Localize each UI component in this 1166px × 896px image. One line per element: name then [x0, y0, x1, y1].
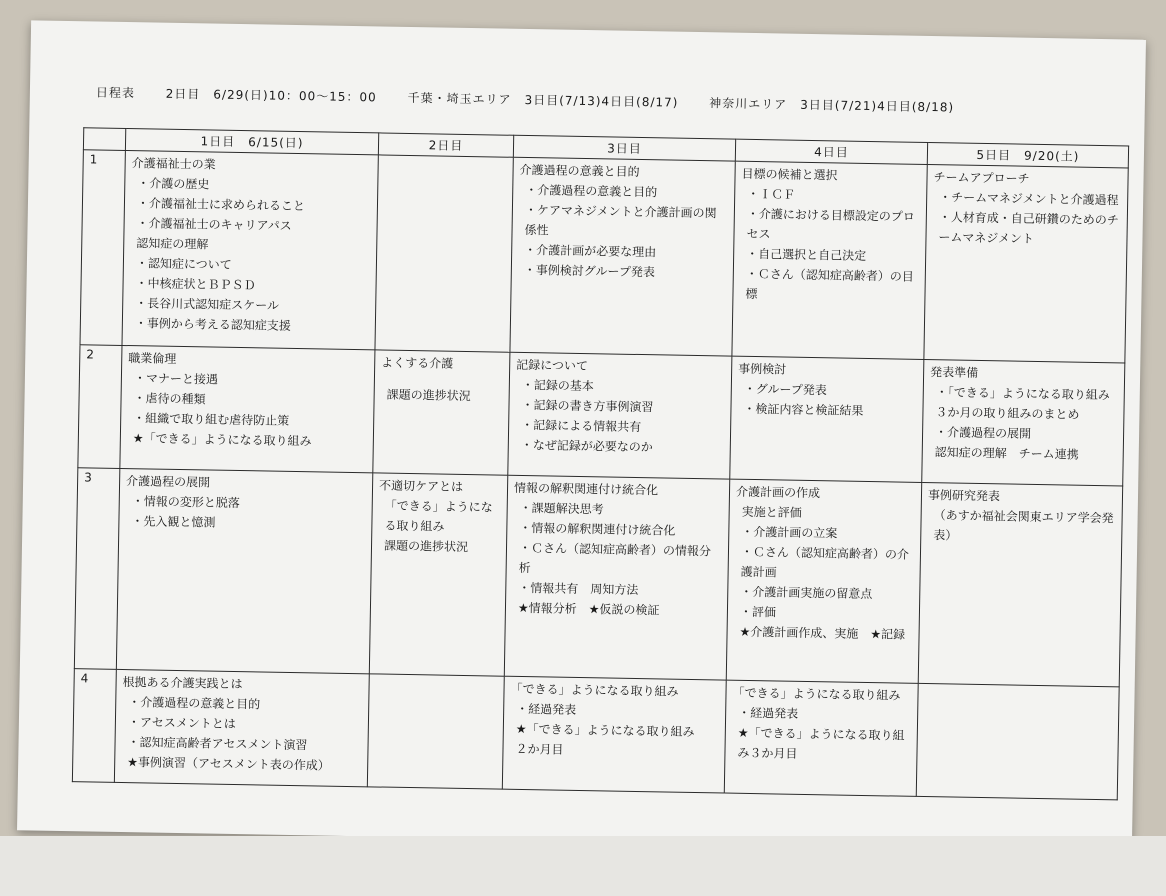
cell-line: ・自己選択と自己決定 [746, 246, 867, 263]
table-row [80, 150, 1128, 363]
cell-line: ・ケアマネジメントと介護計画の関係性 [524, 202, 717, 238]
schedule-cell [924, 164, 1128, 362]
schedule-cell [922, 359, 1125, 485]
cell-line: ・介護計画の立案 [741, 524, 838, 541]
cell-heading: チームアプローチ [933, 170, 1030, 186]
schedule-cell [369, 473, 507, 676]
cell-line: ・人材育成・自己研鑽のためのチームマネジメント [938, 210, 1119, 246]
cell-line: ・介護計画が必要な理由 [524, 242, 657, 260]
cell-line: ・情報共有 周知方法 [518, 580, 639, 598]
cell-line: ・評価 [739, 604, 777, 620]
cell-line: ・長谷川式認知症スケール [135, 296, 280, 313]
cell-line: ・介護過程の展開 [934, 425, 1032, 441]
cell-heading: 記録について [516, 357, 589, 374]
row-number: 2 [78, 345, 122, 469]
header-cell-day2: 2日目 [378, 133, 513, 157]
schedule-cell [114, 669, 369, 786]
schedule-cell [116, 468, 372, 673]
cell-line: ３か月の取り組みのまとめ [935, 405, 1080, 422]
cell-line: 実施と評価 [741, 504, 802, 520]
cell-line: ・認知症高齢者アセスメント演習 [127, 735, 308, 753]
cell-line: ★「できる」ようになる取り組み [132, 431, 312, 449]
cell-line: （あすか福祉会関東エリア学会発表） [933, 508, 1114, 543]
table-row [78, 345, 1125, 486]
next-page-edge [0, 836, 1166, 896]
cell-line: ★「できる」ようになる取り組み３か月目 [737, 725, 905, 761]
cell-line: ★介護計画作成、実施 ★記録 [739, 624, 906, 642]
schedule-cell [120, 345, 375, 472]
cell-line: ・事例検討グループ発表 [523, 262, 656, 280]
schedule-cell [510, 157, 735, 356]
cell-line: ・介護の歴史 [137, 176, 210, 192]
schedule-cell [508, 352, 732, 479]
cell-heading: 事例検討 [738, 361, 787, 377]
cell-line: ・Ｃさん（認知症高齢者）の情報分析 [518, 540, 712, 576]
header-cell-day5: 5日目 9/20(土) [927, 142, 1128, 168]
header-title: 日程表 [95, 85, 136, 101]
cell-line: ・マナーと接遇 [133, 371, 219, 387]
cell-line: ・先入観と憶測 [131, 514, 216, 530]
cell-line: ・課題解決思考 [519, 500, 604, 517]
cell-line: ・「できる」ようになる取り組み [935, 385, 1110, 403]
schedule-cell [730, 356, 924, 482]
cell-line: ★事例演習（アセスメント表の作成） [127, 755, 330, 773]
header-cell-day4: 4日目 [735, 139, 927, 164]
cell-line: ・介護過程の意義と目的 [525, 182, 658, 200]
cell-heading: 不適切ケアとは [378, 478, 464, 494]
cell-line: ・介護計画実施の留意点 [740, 584, 873, 602]
table-row [72, 669, 1119, 800]
schedule-cell [732, 161, 927, 359]
schedule-cell [502, 676, 726, 793]
cell-heading: 「できる」ようになる取り組み [510, 681, 679, 699]
cell-heading: 介護過程の意義と目的 [519, 162, 640, 179]
cell-heading: 情報の解釈関連付け統合化 [513, 480, 659, 498]
cell-line: ・経過発表 [516, 701, 577, 717]
cell-line: ・介護福祉士に求められること [136, 196, 306, 214]
cell-line: ２か月目 [515, 741, 564, 757]
schedule-cell [504, 475, 729, 680]
schedule-header [96, 83, 981, 115]
cell-line: ・ＩＣＦ [747, 186, 796, 202]
cell-line: ・介護福祉士のキャリアパス [136, 216, 292, 233]
cell-line: ・記録の基本 [521, 377, 594, 394]
cell-line: ・虐待の種類 [133, 391, 206, 407]
schedule-cell [367, 674, 504, 789]
cell-line: ・Ｃさん（認知症高齢者）の目標 [745, 266, 914, 302]
cell-heading: よくする介護 [381, 355, 454, 371]
cell-line: ・Ｃさん（認知症高齢者）の介護計画 [740, 544, 910, 580]
cell-line: ・介護における目標設定のプロセス [746, 206, 915, 242]
cell-heading: 介護過程の展開 [126, 474, 211, 490]
row-number: 4 [72, 669, 116, 783]
header-cell-num [83, 128, 125, 151]
schedule-cell [375, 155, 513, 352]
cell-heading: 職業倫理 [128, 351, 177, 366]
cell-line: 「できる」ようになる取り組み [384, 498, 493, 534]
schedule-cell [916, 683, 1119, 799]
paper-sheet [17, 20, 1146, 849]
table-row [74, 468, 1122, 687]
cell-line: ★情報分析 ★仮説の検証 [517, 600, 660, 618]
cell-line: ・中核症状とＢＰＳＤ [135, 276, 256, 293]
cell-line: ・情報の解釈関連付け統合化 [519, 520, 676, 538]
cell-line: ・情報の変形と脱落 [131, 494, 240, 511]
cell-heading: 発表準備 [930, 365, 979, 380]
cell-heading: 目標の候補と選択 [741, 166, 838, 183]
cell-line: 課題の進捗状況 [386, 387, 471, 404]
cell-line: 課題の進捗状況 [383, 538, 469, 555]
header-day2: 2日目 6/29(日)10：00〜15：00 [165, 86, 377, 105]
cell-line: ・事例から考える認知症支援 [134, 316, 291, 333]
cell-heading: 根拠ある介護実践とは [122, 675, 243, 692]
cell-line: ・組織で取り組む虐待防止策 [133, 411, 290, 428]
schedule-cell [373, 350, 510, 475]
cell-line: ・記録の書き方事例演習 [521, 397, 654, 415]
cell-line: ・介護過程の意義と目的 [128, 695, 261, 712]
schedule-cell [122, 150, 378, 349]
header-kanagawa-area: 神奈川エリア 3日目(7/21)4日目(8/18) [709, 96, 955, 115]
header-cell-day1: 1日目 6/15(日) [125, 128, 378, 154]
cell-line: ・認知症について [135, 256, 232, 272]
cell-heading: 事例研究発表 [927, 488, 1001, 504]
row-number: 1 [80, 150, 125, 346]
header-chiba-area: 千葉・埼玉エリア 3日目(7/13)4日目(8/17) [407, 90, 679, 110]
cell-heading: 「できる」ようになる取り組み [732, 685, 901, 703]
cell-line: ・なぜ記録が必要なのか [520, 437, 653, 455]
schedule-cell [726, 479, 921, 683]
cell-heading: 介護計画の作成 [735, 484, 821, 501]
row-number: 3 [74, 468, 120, 670]
schedule-cell [918, 482, 1122, 686]
cell-line: 認知症の理解 [136, 236, 209, 252]
cell-line: ・チームマネジメントと介護過程 [939, 190, 1119, 208]
cell-line: 認知症の理解 チーム連携 [934, 445, 1079, 462]
cell-line: ・記録による情報共有 [521, 417, 642, 435]
cell-line: ・検証内容と検証結果 [743, 401, 864, 418]
cell-line: ・経過発表 [738, 705, 799, 721]
cell-line: ★「できる」ようになる取り組み [515, 721, 695, 740]
schedule-cell [724, 680, 918, 796]
cell-line: ・アセスメントとは [127, 715, 236, 732]
cell-heading: 介護福祉士の業 [131, 156, 216, 172]
header-cell-day3: 3日目 [513, 135, 735, 161]
cell-line: ・グループ発表 [743, 381, 827, 398]
schedule-table [72, 127, 1129, 800]
